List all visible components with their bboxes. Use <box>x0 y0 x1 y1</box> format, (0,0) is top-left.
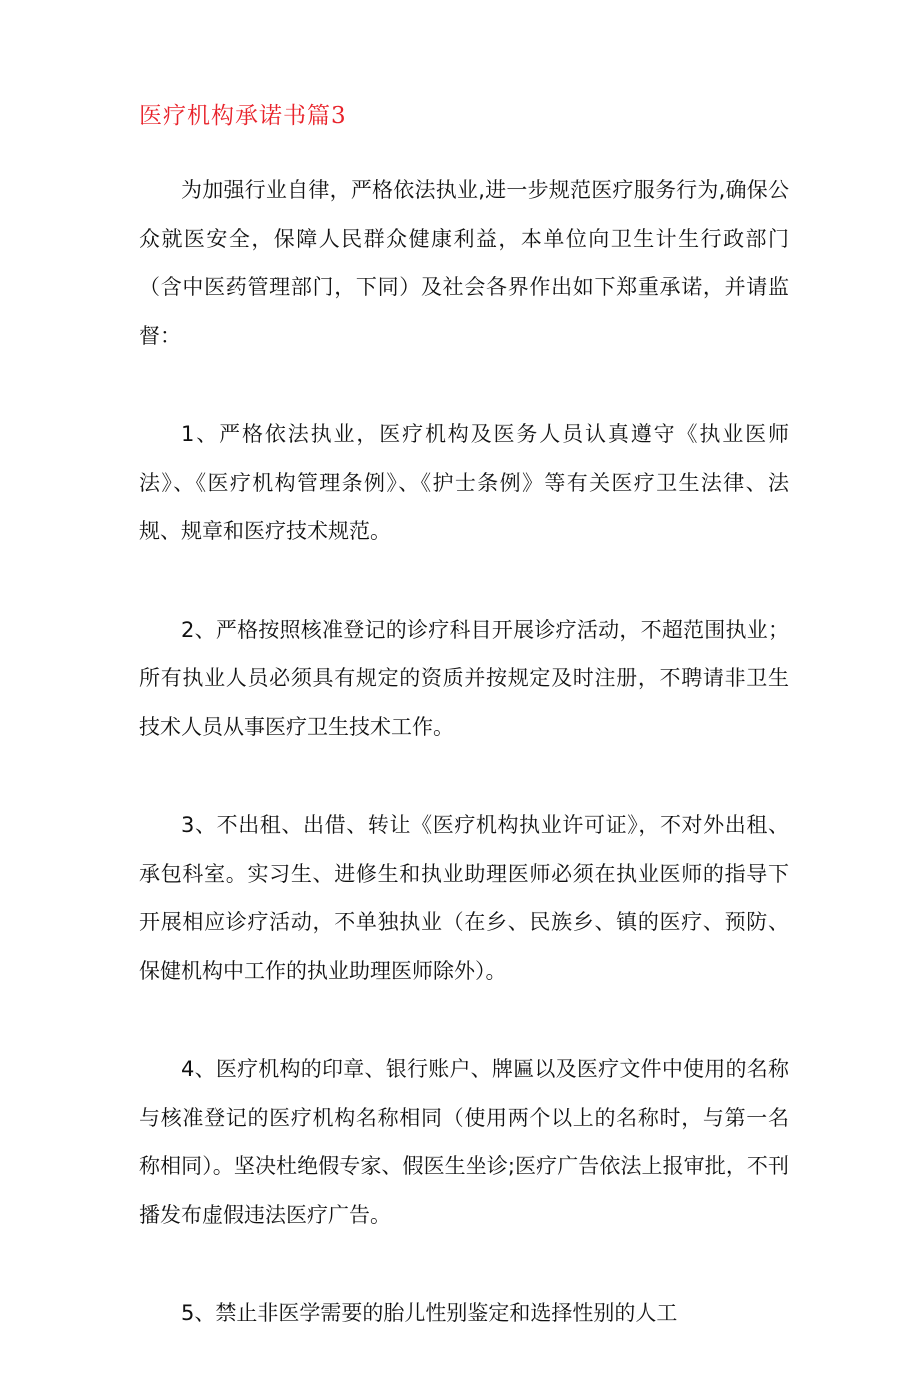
paragraph-item-2: 2、严格按照核准登记的诊疗科目开展诊疗活动，不超范围执业；所有执业人员必须具有规定的资质并按规定及时注册，不聘请非卫生技术人员从事医疗卫生技术工作。 <box>139 617 789 739</box>
paragraph-item-4: 4、医疗机构的印章、银行账户、牌匾以及医疗文件中使用的名称与核准登记的医疗机构名称相同（使用两个以上的名称时，与第一名称相同）。坚决杜绝假专家、假医生坐诊;医疗广告依法上报审批，不刊播发布虚假违法医疗广告。 <box>139 1057 789 1227</box>
paragraph-item-3: 3、不出租、出借、转让《医疗机构执业许可证》，不对外出租、承包科室。实习生、进修生和执业助理医师必须在执业医师的指导下开展相应诊疗活动，不单独执业（在乡、民族乡、镇的医疗、预防、保健机构中工作的执业助理医师除外）。 <box>139 813 789 983</box>
paragraph-item-1: 1、严格依法执业，医疗机构及医务人员认真遵守《执业医师法》、《医疗机构管理条例》、《护士条例》等有关医疗卫生法律、法规、规章和医疗技术规范。 <box>139 422 789 543</box>
document-body <box>139 166 789 1388</box>
paragraph-intro: 为加强行业自律，严格依法执业,进一步规范医疗服务行为,确保公众就医安全，保障人民群众健康利益，本单位向卫生计生行政部门（含中医药管理部门，下同）及社会各界作出如下郑重承诺，并请监督： <box>139 178 789 348</box>
document-title: 医疗机构承诺书篇3 <box>139 103 347 129</box>
paragraph-item-5: 5、禁止非医学需要的胎儿性别鉴定和选择性别的人工 <box>181 1301 678 1325</box>
